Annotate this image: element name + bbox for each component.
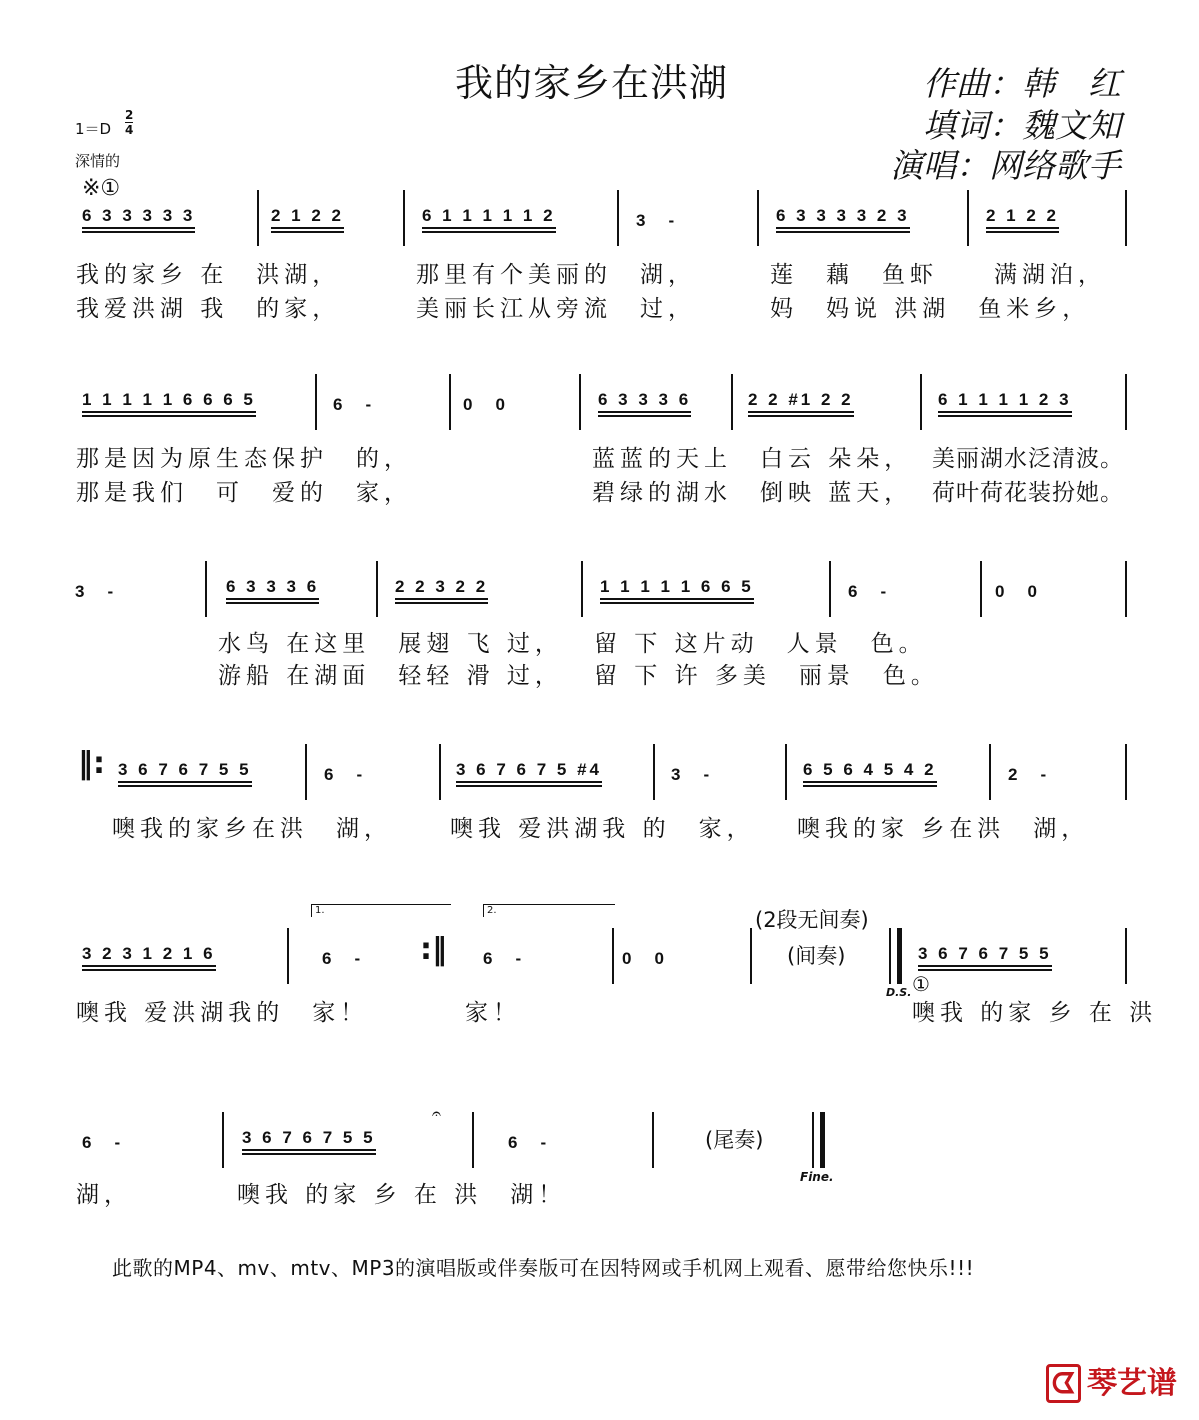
barline xyxy=(305,744,307,800)
measure: 2 - xyxy=(1008,765,1050,784)
measure: 0 0 xyxy=(622,949,667,968)
barline xyxy=(581,561,583,617)
measure: 3 6 7 6 7 5 5 xyxy=(118,760,252,783)
score-row-5 xyxy=(0,905,1199,1026)
measure: 6 - xyxy=(324,765,366,784)
repeat-end-mark: :‖ xyxy=(420,932,447,967)
barline xyxy=(829,561,831,617)
barline xyxy=(1125,928,1127,984)
measure: 3 6 7 6 7 5 #4 xyxy=(456,760,602,783)
barline xyxy=(612,928,614,984)
site-logo xyxy=(1046,1358,1177,1402)
logo-mark-icon: ᗧ xyxy=(1046,1364,1081,1403)
lyric-line-1: 留 下 这片动 人景 色。 xyxy=(594,631,927,657)
measure: 6 3 3 3 3 2 3 xyxy=(776,206,910,229)
lyric-line-1: 那里有个美丽的 湖， xyxy=(416,262,696,288)
dal-segno-mark: D.S. xyxy=(886,986,912,999)
measure: 2 1 2 2 xyxy=(986,206,1059,229)
measure: 6 - xyxy=(848,582,890,601)
barline xyxy=(403,190,405,246)
measure: 2 2 3 2 2 xyxy=(395,577,488,600)
circled-one-mark: ① xyxy=(912,972,930,996)
measure: 3 6 7 6 7 5 5 xyxy=(918,944,1052,967)
barline xyxy=(439,744,441,800)
barline xyxy=(257,190,259,246)
measure: 3 2 3 1 2 1 6 xyxy=(82,944,216,967)
lyric-line-1: 莲 藕 鱼虾 满湖泊， xyxy=(770,262,1106,288)
lyric-line-2: 游船 在湖面 轻轻 滑 过， xyxy=(218,663,563,689)
measure: 6 - xyxy=(333,395,375,414)
barline xyxy=(617,190,619,246)
composer-credit: 作曲：韩 红 xyxy=(923,64,1121,103)
barline xyxy=(731,374,733,430)
measure: 1 1 1 1 1 6 6 5 xyxy=(600,577,754,600)
barline xyxy=(989,744,991,800)
measure: 3 - xyxy=(75,582,117,601)
lyric-line-2: 妈 妈说 洪湖 鱼米乡， xyxy=(770,296,1091,322)
measure: 6 3 3 3 3 3 xyxy=(82,206,195,229)
measure: 2 2 #1 2 2 xyxy=(748,390,854,413)
time-signature: 2 4 xyxy=(125,108,134,137)
fermata-icon: 𝄐 xyxy=(432,1104,441,1123)
volta-2: 2. xyxy=(483,904,615,917)
measure: 3 - xyxy=(636,211,678,230)
lyric-line-1: 噢我 爱洪湖我 的 家， xyxy=(450,816,755,842)
measure: 3 - xyxy=(671,765,713,784)
barline xyxy=(205,561,207,617)
key-signature: 1＝D xyxy=(75,120,112,138)
measure: 6 - xyxy=(82,1133,124,1152)
volta-1: 1. xyxy=(311,904,451,917)
measure: 6 3 3 3 6 xyxy=(226,577,319,600)
barline xyxy=(472,1112,474,1168)
no-interlude-note: (2段无间奏) xyxy=(755,908,869,932)
barline xyxy=(449,374,451,430)
lyric-line-1: 美丽湖水泛清波。 xyxy=(932,446,1124,472)
score-row-6 xyxy=(0,1104,1199,1208)
lyric-line-2: 碧绿的湖水 倒映 蓝天， xyxy=(592,480,913,506)
fine-mark: Fine. xyxy=(800,1170,834,1184)
measure: 6 - xyxy=(508,1133,550,1152)
singer-credit: 演唱：网络歌手 xyxy=(890,146,1121,185)
lyric-line-1: 蓝蓝的天上 白云 朵朵， xyxy=(592,446,913,472)
lyric-line-1: 湖， xyxy=(76,1182,132,1208)
lyric-line-1: 噢我 爱洪湖我的 家！ xyxy=(76,1000,369,1026)
lyric-line-2: 留 下 许 多美 丽景 色。 xyxy=(594,663,939,689)
barline xyxy=(1125,374,1127,430)
measure: 3 6 7 6 7 5 5 xyxy=(242,1128,376,1151)
segno-mark: ※① xyxy=(82,176,121,201)
lyric-line-2: 荷叶荷花装扮她。 xyxy=(932,480,1124,506)
final-barline xyxy=(812,1112,825,1168)
measure: 6 - xyxy=(483,949,525,968)
measure: 0 0 xyxy=(463,395,508,414)
measure: 0 0 xyxy=(995,582,1040,601)
barline xyxy=(376,561,378,617)
logo-text: 琴艺谱 xyxy=(1087,1366,1177,1401)
lyricist-credit: 填词：魏文知 xyxy=(923,106,1121,145)
barline xyxy=(222,1112,224,1168)
barline xyxy=(579,374,581,430)
lyric-line-2: 美丽长江从旁流 过， xyxy=(416,296,696,322)
lyric-line-1: 水鸟 在这里 展翅 飞 过， xyxy=(218,631,563,657)
tempo-mood: 深情的 xyxy=(75,152,121,170)
outro-label: (尾奏) xyxy=(705,1128,764,1152)
double-barline xyxy=(889,928,902,984)
lyric-line-1: 噢我的家乡在洪 湖， xyxy=(112,816,392,842)
song-title: 我的家乡在洪湖 xyxy=(455,61,729,105)
lyric-line-1: 那是因为原生态保护 的， xyxy=(76,446,412,472)
score-row-1 xyxy=(0,206,1199,322)
measure: 2 1 2 2 xyxy=(271,206,344,229)
lyric-line-1: 我的家乡 在 洪湖， xyxy=(76,262,341,288)
barline xyxy=(785,744,787,800)
barline xyxy=(652,1112,654,1168)
barline xyxy=(1125,190,1127,246)
lyric-line-1: 噢我的家 乡在洪 湖， xyxy=(797,816,1090,842)
barline xyxy=(1125,561,1127,617)
barline xyxy=(757,190,759,246)
barline xyxy=(653,744,655,800)
measure: 6 - xyxy=(322,949,364,968)
measure: 6 3 3 3 6 xyxy=(598,390,691,413)
barline xyxy=(287,928,289,984)
lyric-line-1: 家！ xyxy=(465,1000,521,1026)
barline xyxy=(1125,744,1127,800)
lyric-line-2: 那是我们 可 爱的 家， xyxy=(76,480,412,506)
score-row-2 xyxy=(0,390,1199,506)
barline xyxy=(920,374,922,430)
measure: 6 1 1 1 1 1 2 xyxy=(422,206,556,229)
measure: 6 5 6 4 5 4 2 xyxy=(803,760,937,783)
measure: 1 1 1 1 1 6 6 6 5 xyxy=(82,390,256,413)
barline xyxy=(750,928,752,984)
barline xyxy=(315,374,317,430)
score-row-3 xyxy=(0,577,1199,689)
interlude-label: (间奏) xyxy=(787,944,846,968)
barline xyxy=(980,561,982,617)
footer-note: 此歌的MP4、mv、mtv、MP3的演唱版或伴奏版可在因特网或手机网上观看、愿带给您快乐!!! xyxy=(112,1256,975,1280)
lyric-line-2: 我爱洪湖 我 的家， xyxy=(76,296,341,322)
lyric-line-1: 噢我 的家 乡 在 洪 湖！ xyxy=(237,1182,567,1208)
repeat-start-mark: ‖: xyxy=(78,746,105,781)
measure: 6 1 1 1 1 2 3 xyxy=(938,390,1072,413)
barline xyxy=(967,190,969,246)
lyric-line-1: 噢我 的家 乡 在 洪 xyxy=(912,1000,1158,1026)
score-row-4 xyxy=(0,746,1199,842)
